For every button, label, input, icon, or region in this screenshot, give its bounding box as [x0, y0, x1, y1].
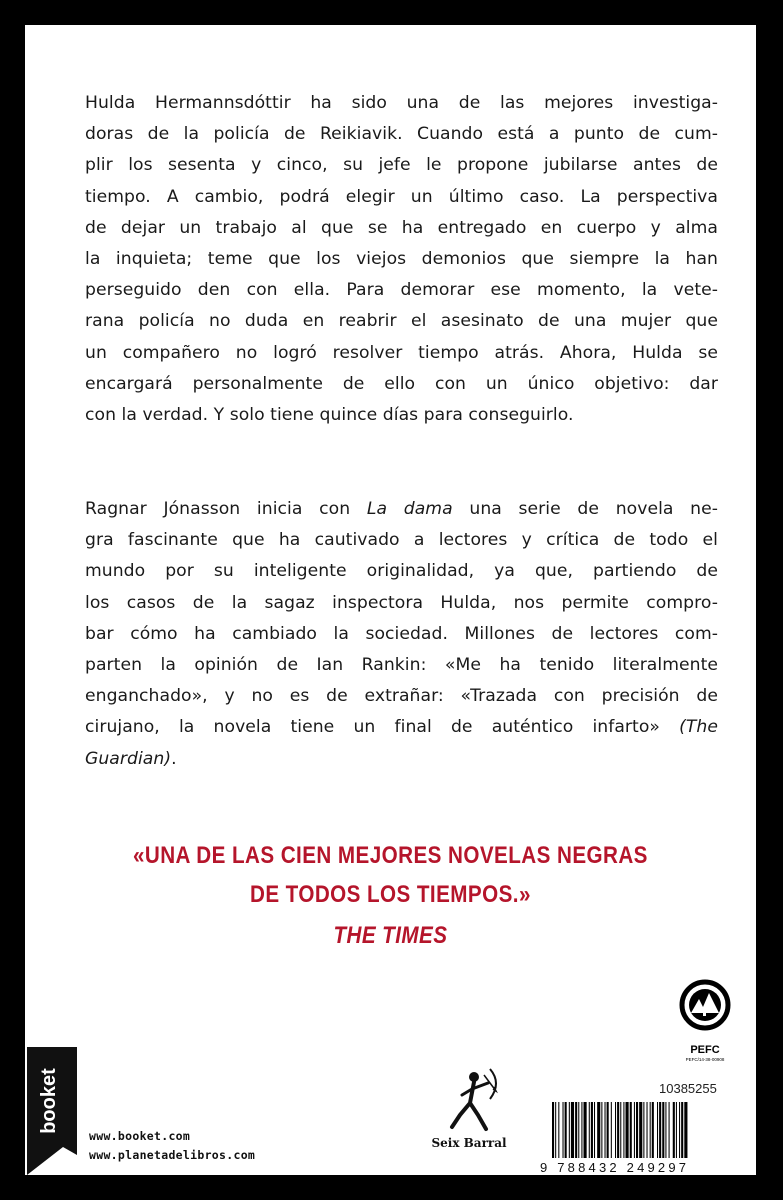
barcode-bar [605, 1102, 606, 1158]
barcode-bar [657, 1102, 658, 1158]
barcode-bar [652, 1102, 654, 1158]
internal-code: 10385255 [659, 1081, 717, 1096]
barcode-bar [575, 1102, 577, 1158]
book-back-cover [25, 25, 756, 1175]
barcode-bar [620, 1102, 621, 1158]
press-quote-line-1: «UNA DE LAS CIEN MEJORES NOVELAS NEGRAS [132, 842, 648, 869]
synopsis-line: un compañero no logró resolver tiempo atrás. Ahora, Hulda se [85, 342, 718, 363]
barcode-bar [569, 1102, 570, 1158]
synopsis-line: parten la opinión de Ian Rankin: «Me ha tenido literalmente [85, 655, 718, 676]
barcode-bar [571, 1102, 574, 1158]
synopsis-line: con la verdad. Y solo tiene quince días para conseguirlo. [85, 405, 574, 426]
synopsis-line: tiempo. A cambio, podrá elegir un último caso. La perspectiva [85, 186, 718, 207]
barcode-bar [617, 1102, 619, 1158]
barcode-bar [594, 1102, 595, 1158]
barcode-bar [552, 1102, 554, 1158]
barcode-bar [643, 1102, 644, 1158]
barcode-bar [684, 1102, 687, 1158]
synopsis-line: Ragnar Jónasson inicia con La dama una serie de novela ne- [85, 499, 718, 519]
barcode-bar [681, 1102, 683, 1158]
synopsis-line: cirujano, la novela tiene un final de auténtico infarto» (The [85, 717, 718, 738]
synopsis-paragraph-2 [85, 494, 718, 775]
url-link[interactable]: www.booket.com [89, 1129, 191, 1143]
barcode-bar [578, 1102, 579, 1158]
publisher-urls [89, 1127, 255, 1165]
pefc-label: PEFC [690, 1044, 720, 1056]
barcode-bar [589, 1102, 590, 1158]
running-archer-icon [432, 1067, 512, 1133]
barcode-bar [584, 1102, 587, 1158]
barcode-bar [611, 1102, 612, 1158]
barcode-bar [679, 1102, 680, 1158]
pefc-tree-icon [673, 977, 737, 1077]
barcode-bar [647, 1102, 648, 1158]
barcode-bar [581, 1102, 582, 1158]
url-link[interactable]: www.planetadelibros.com [89, 1148, 256, 1162]
barcode-bar [555, 1102, 556, 1158]
synopsis-line: enganchado», y no es de extrañar: «Trazada con precisión de [85, 686, 718, 707]
barcode-bar [673, 1102, 675, 1158]
barcode-bar [650, 1102, 651, 1158]
source-italic: (The [679, 717, 718, 738]
synopsis-line: la inquieta; teme que los viejos demonios que siempre la han [85, 249, 718, 270]
barcode-bar [601, 1102, 602, 1158]
seix-barral-label: Seix Barral [431, 1136, 507, 1150]
barcode-bar [615, 1102, 616, 1158]
synopsis-line: los casos de la sagaz inspectora Hulda, nos permite compro- [85, 592, 718, 613]
synopsis-line: plir los sesenta y cinco, su jefe le propone jubilarse antes de [85, 155, 718, 176]
barcode-bar [659, 1102, 661, 1158]
barcode-bar [676, 1102, 677, 1158]
synopsis-line: mundo por su inteligente originalidad, ya que, partiendo de [85, 561, 718, 582]
barcode-bar [639, 1102, 642, 1158]
barcode-bar [626, 1102, 629, 1158]
barcode-bar [558, 1102, 559, 1158]
barcode-bar [623, 1102, 624, 1158]
source-italic: Guardian) [85, 748, 172, 769]
barcode-bar [634, 1102, 635, 1158]
barcode-bar [565, 1102, 567, 1158]
barcode-bar [665, 1102, 666, 1158]
press-quote-source: THE TIMES [333, 922, 448, 949]
synopsis-line: Hulda Hermannsdóttir ha sido una de las mejores investiga- [85, 93, 718, 113]
synopsis-line: Guardian). [85, 748, 177, 769]
pefc-code: PEFC/14-38-00908 [685, 1057, 725, 1062]
barcode-bar [597, 1102, 600, 1158]
synopsis-line: bar cómo ha cambiado la sociedad. Millones de lectores com- [85, 623, 718, 644]
booket-logo-icon [25, 1047, 85, 1175]
synopsis-line: gra fascinante que ha cautivado a lectores y crítica de todo el [85, 530, 718, 551]
synopsis-line: de dejar un trabajo al que se ha entregado en cuerpo y alma [85, 217, 718, 238]
synopsis-line: doras de la policía de Reikiavik. Cuando está a punto de cum- [85, 124, 718, 145]
barcode-bar [630, 1102, 632, 1158]
booket-logo-text: booket [38, 1068, 60, 1134]
synopsis-line: rana policía no duda en reabrir el asesinato de una mujer que [85, 311, 718, 332]
barcode-bar [669, 1102, 670, 1158]
barcode-bar [636, 1102, 638, 1158]
barcode-bar [662, 1102, 664, 1158]
book-title-italic: La dama [366, 499, 453, 519]
synopsis-paragraph-1 [85, 88, 718, 431]
synopsis-line: perseguido den con ella. Para demorar ese momento, la vete- [85, 280, 718, 301]
press-quote-line-2: DE TODOS LOS TIEMPOS.» [249, 881, 531, 908]
barcode-bar [591, 1102, 593, 1158]
isbn-digits: 9 788432 249297 [540, 1160, 690, 1175]
synopsis-line: encargará personalmente de ello con un único objetivo: dar [85, 373, 718, 394]
barcode-bar [607, 1102, 609, 1158]
barcode-bar [563, 1102, 564, 1158]
